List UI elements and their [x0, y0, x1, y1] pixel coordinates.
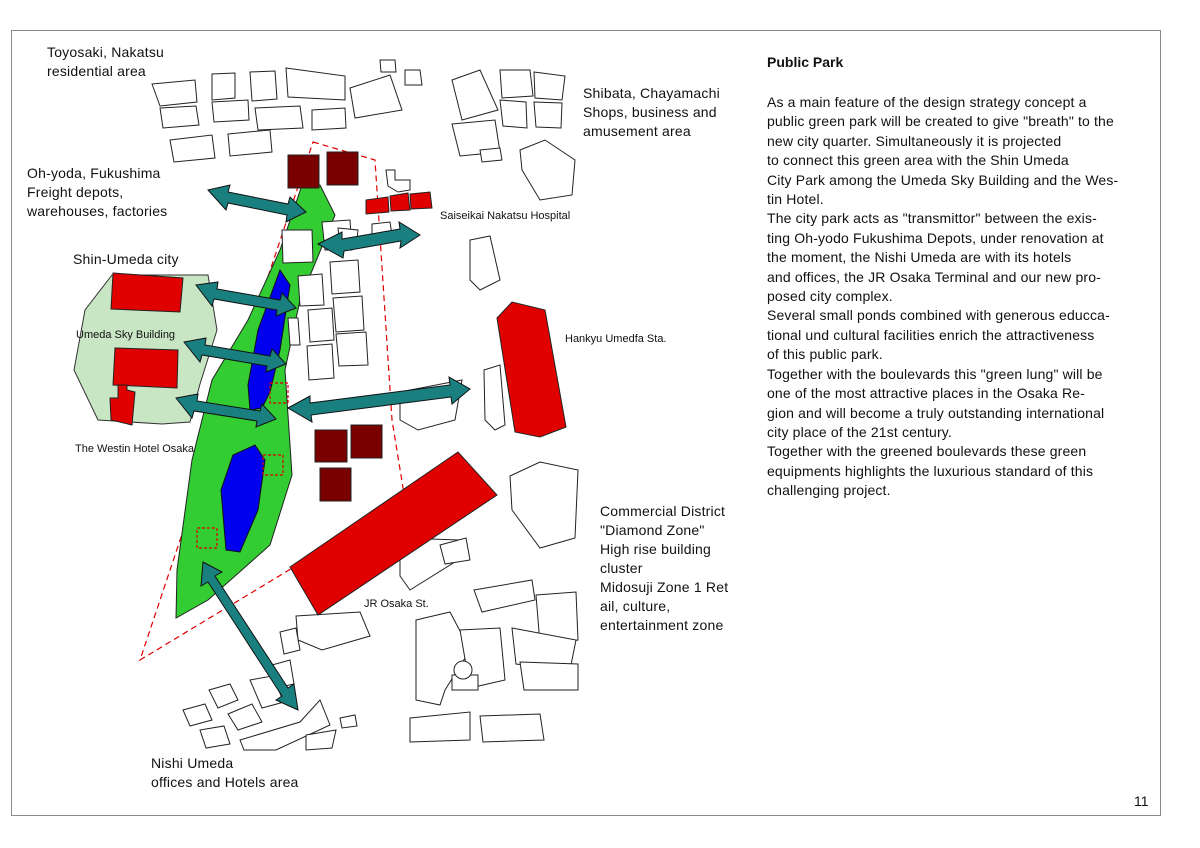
body-line: equipments highlights the luxurious standard of this [767, 462, 1094, 479]
label-umeda-sky: Umeda Sky Building [76, 329, 176, 341]
body-line: the moment, the Nishi Umeda are with its hotels [767, 249, 1072, 266]
label-shin-umeda: Shin-Umeda city [73, 251, 179, 267]
body-line: As a main feature of the design strategy concept a [767, 94, 1087, 110]
body-line: of this public park. [767, 346, 883, 363]
label-saiseikai: Saiseikai Nakatsu Hospital [440, 210, 571, 222]
body-line: new city quarter. Simultaneously it is projected [767, 132, 1062, 149]
body-line: Together with the greened boulevards these green [767, 443, 1087, 460]
section-title: Public Park [767, 54, 844, 70]
label-commercial: Commercial District "Diamond Zone" High rise building cluster Midosuji Zone 1 Ret ail, culture, entertainment zone [600, 503, 729, 633]
body-line: ting Oh-yodo Fukushima Depots, under renovation at [767, 229, 1104, 246]
body-line: one of the most attractive places in the Osaka Re- [767, 385, 1085, 402]
body-line: City Park among the Umeda Sky Building and the Wes- [767, 171, 1119, 188]
pavilion-building [454, 661, 472, 679]
body-line: challenging project. [767, 482, 891, 499]
body-line: and offices, the JR Osaka Terminal and our new pro- [767, 268, 1101, 285]
body-line: Together with the boulevards this "green lung" will be [767, 365, 1103, 382]
label-westin: The Westin Hotel Osaka [75, 443, 195, 455]
body-line: posed city complex. [767, 288, 893, 305]
body-text [767, 93, 1159, 501]
body-line: The city park acts as "transmittor" between the exis- [767, 210, 1097, 227]
body-line: tin Hotel. [767, 191, 824, 208]
label-nishi-umeda: Nishi Umeda offices and Hotels area [151, 755, 299, 790]
body-line: Several small ponds combined with generous educca- [767, 307, 1110, 324]
body-line: public green park will be created to give "breath" to the [767, 113, 1114, 130]
arrow-ohyoda [208, 185, 306, 222]
label-jr-osaka: JR Osaka St. [364, 598, 429, 610]
label-shibata: Shibata, Chayamachi Shops, business and amusement area [583, 85, 720, 139]
label-ohyoda: Oh-yoda, Fukushima Freight depots, warehouses, factories [27, 165, 168, 219]
body-line: to connect this green area with the Shin Umeda [767, 152, 1069, 169]
body-line: city place of the 21st century. [767, 423, 952, 440]
body-line: tional und cultural facilities enrich the attractiveness [767, 326, 1095, 343]
label-hankyu: Hankyu Umedfa Sta. [565, 333, 667, 345]
label-toyosaki: Toyosaki, Nakatsu residential area [47, 44, 165, 79]
page-number: 11 [1134, 793, 1149, 809]
body-line: gion and will become a truly outstanding international [767, 404, 1105, 421]
